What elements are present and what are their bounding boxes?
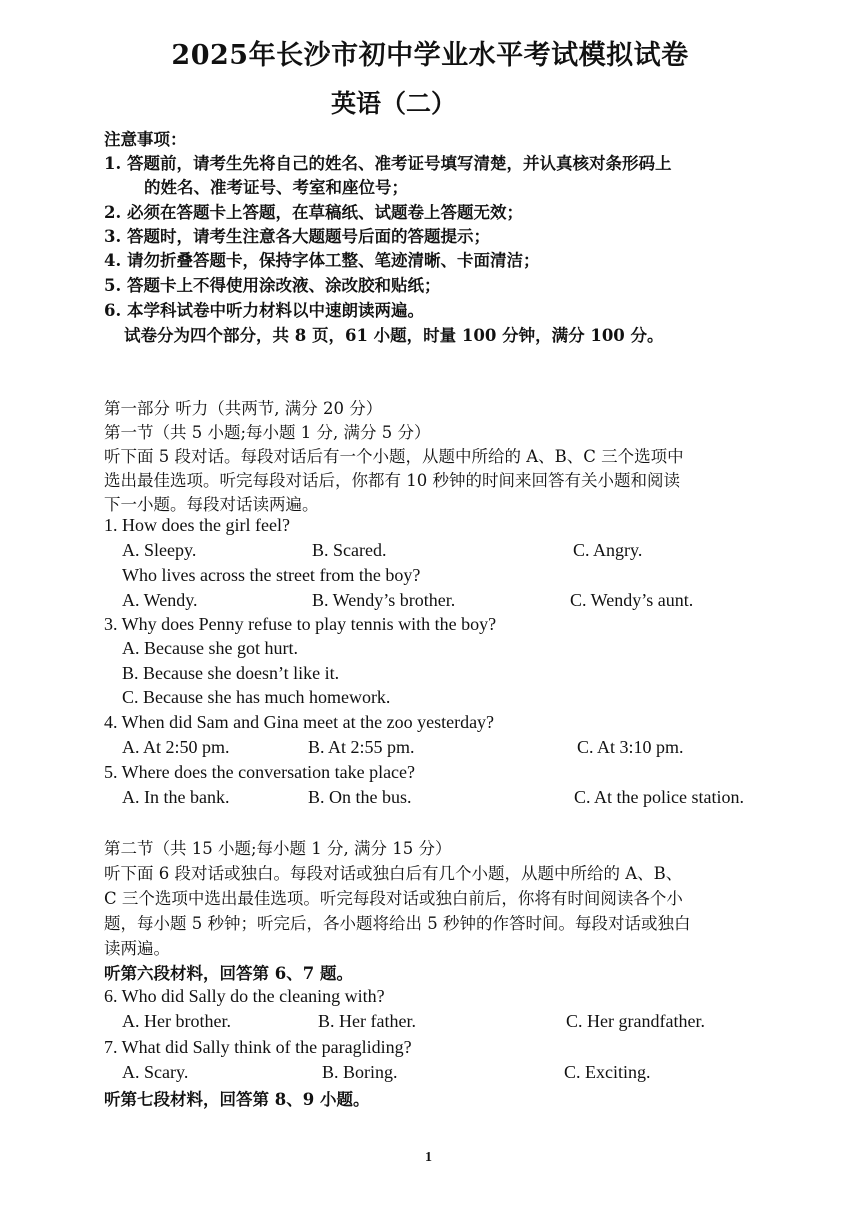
group7-heading: 听第七段材料，回答第 8、9 小题。 — [104, 1090, 370, 1109]
group6-heading: 听第六段材料，回答第 6、7 题。 — [104, 964, 353, 983]
option-c: C. Exciting. — [564, 1062, 651, 1082]
part1-heading: 第一部分 听力（共两节, 满分 20 分） — [104, 399, 383, 418]
section1-heading: 第一节（共 5 小题;每小题 1 分, 满分 5 分） — [104, 423, 431, 442]
notes-heading: 注意事项： — [104, 130, 187, 149]
section1-instruction: 听下面 5 段对话。每段对话后有一个小题，从题中所给的 A、B、C 三个选项中 — [104, 447, 684, 466]
note-item: 5. 答题卡上不得使用涂改液、涂改胶和贴纸； — [104, 276, 441, 295]
option-b: B. Her father. — [318, 1011, 416, 1031]
note-item: 4. 请勿折叠答题卡，保持字体工整、笔迹清晰、卡面清洁； — [104, 251, 540, 270]
exam-title: 2025年长沙市初中学业水平考试模拟试卷 — [171, 40, 689, 71]
option-c: C. Her grandfather. — [566, 1011, 705, 1031]
note-item: 1. 答题前，请考生先将自己的姓名、准考证号填写清楚，并认真核对条形码上 — [104, 154, 672, 173]
question-text: 5. Where does the conversation take place? — [104, 762, 416, 782]
note-item: 的姓名、准考证号、考室和座位号； — [144, 178, 408, 197]
section2-instruction: 读两遍。 — [104, 939, 170, 958]
option-b: B. Scared. — [312, 540, 387, 560]
option-a: A. Because she got hurt. — [122, 638, 298, 658]
section2-instruction: C 三个选项中选出最佳选项。听完每段对话或独白前后，你将有时间阅读各个小 — [104, 889, 683, 908]
option-a: A. Sleepy. — [122, 540, 197, 560]
note-item: 2. 必须在答题卡上答题，在草稿纸、试题卷上答题无效； — [104, 203, 523, 222]
section2-instruction: 听下面 6 段对话或独白。每段对话或独白后有几个小题，从题中所给的 A、B、 — [104, 864, 683, 883]
question-text: 4. When did Sam and Gina meet at the zoo yesterday? — [104, 712, 495, 732]
option-b: B. On the bus. — [308, 787, 412, 807]
option-b: B. Wendy’s brother. — [312, 590, 456, 610]
question-text: Who lives across the street from the boy? — [122, 565, 421, 585]
exam-summary: 试卷分为四个部分，共 8 页，61 小题，时量 100 分钟，满分 100 分。 — [124, 326, 664, 345]
note-item: 6. 本学科试卷中听力材料以中速朗读两遍。 — [104, 301, 424, 320]
option-c: C. Because she has much homework. — [122, 687, 391, 707]
exam-subtitle: 英语（二） — [331, 89, 457, 118]
option-b: B. Boring. — [322, 1062, 398, 1082]
option-a: A. Her brother. — [122, 1011, 231, 1031]
option-a: A. Wendy. — [122, 590, 198, 610]
option-c: C. Wendy’s aunt. — [570, 590, 694, 610]
section1-instruction: 选出最佳选项。听完每段对话后，你都有 10 秒钟的时间来回答有关小题和阅读 — [104, 471, 680, 490]
option-b: B. Because she doesn’t like it. — [122, 663, 340, 683]
question-text: 1. How does the girl feel? — [104, 515, 290, 535]
option-a: A. At 2:50 pm. — [122, 737, 230, 757]
option-a: A. In the bank. — [122, 787, 230, 807]
section1-instruction: 下一小题。每段对话读两遍。 — [104, 495, 319, 514]
page-number: 1 — [425, 1150, 432, 1165]
option-c: C. At 3:10 pm. — [577, 737, 684, 757]
option-a: A. Scary. — [122, 1062, 189, 1082]
note-item: 3. 答题时，请考生注意各大题题号后面的答题提示； — [104, 227, 490, 246]
option-c: C. At the police station. — [574, 787, 744, 807]
section2-instruction: 题，每小题 5 秒钟；听完后，各小题将给出 5 秒钟的作答时间。每段对话或独白 — [104, 914, 691, 933]
option-c: C. Angry. — [573, 540, 643, 560]
question-text: 3. Why does Penny refuse to play tennis with the boy? — [104, 614, 497, 634]
question-text: 6. Who did Sally do the cleaning with? — [104, 986, 385, 1006]
question-text: 7. What did Sally think of the paragliding? — [104, 1037, 412, 1057]
option-b: B. At 2:55 pm. — [308, 737, 415, 757]
section2-heading: 第二节（共 15 小题;每小题 1 分, 满分 15 分） — [104, 839, 452, 858]
